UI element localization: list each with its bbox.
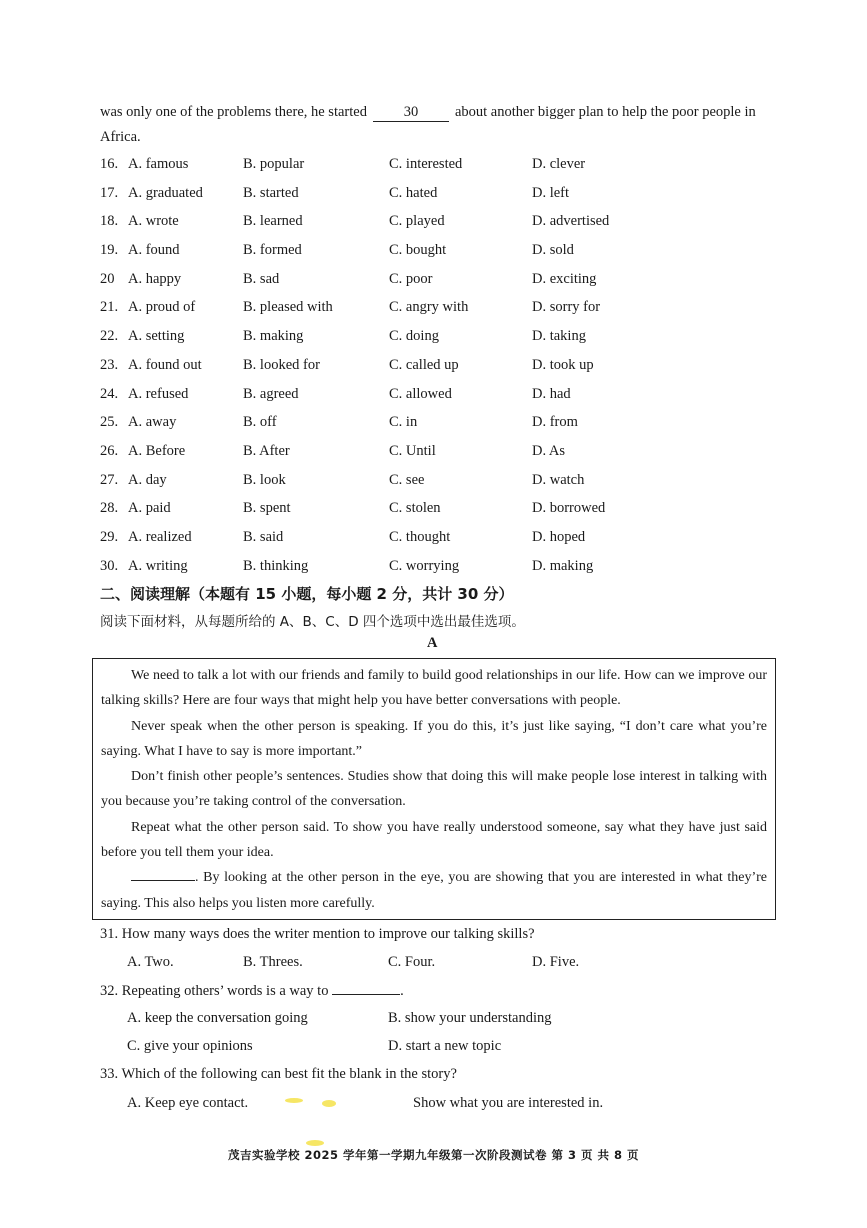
option-c: C. angry with — [389, 299, 469, 316]
option-c: C. in — [389, 414, 418, 431]
option-b: B. said — [243, 528, 284, 545]
question-33-stem: 33. Which of the following can best fit the blank in the story? — [100, 1066, 457, 1082]
option-c: C. hated — [389, 184, 438, 201]
question-row — [100, 494, 800, 523]
blank-30: 30 — [373, 104, 449, 122]
option-d: D. exciting — [532, 270, 597, 287]
option-b: B. pleased with — [243, 299, 333, 316]
question-number: 20 — [100, 270, 115, 287]
q33-option-a: A. Keep eye contact. — [127, 1095, 249, 1111]
option-b: B. learned — [243, 213, 303, 230]
question-number: 17. — [100, 184, 119, 201]
question-number: 30. — [100, 557, 119, 574]
yellow-smudge — [322, 1100, 336, 1107]
yellow-smudge — [306, 1140, 324, 1146]
passage-paragraph: We need to talk a lot with our friends and family to build good relationships in our life. How can we improve our talking skills? Here are four ways that might help you have better conversations with people. — [101, 668, 767, 709]
option-b: B. started — [243, 184, 299, 201]
option-a: A. Before — [128, 442, 186, 459]
option-c: C. stolen — [389, 500, 441, 517]
passage-letter: A — [427, 635, 438, 651]
question-row — [100, 236, 800, 265]
option-a: A. proud of — [128, 299, 196, 316]
option-b: B. look — [243, 471, 286, 488]
option-d: D. watch — [532, 471, 585, 488]
option-c: C. bought — [389, 242, 447, 259]
option-c: C. thought — [389, 528, 451, 545]
question-row — [100, 466, 800, 495]
option-d: D. sold — [532, 242, 574, 259]
q32-option-c: C. give your opinions — [127, 1038, 253, 1054]
passage-paragraph-text: . By looking at the other person in the eye, you are showing that you are interested in what they’re saying. This also helps you listen more carefully. — [101, 870, 767, 911]
q32-option-b: B. show your understanding — [388, 1010, 552, 1026]
option-a: A. realized — [128, 528, 192, 545]
option-b: B. popular — [243, 156, 305, 172]
option-c: C. interested — [389, 156, 463, 172]
question-number: 28. — [100, 500, 119, 517]
option-d: D. advertised — [532, 213, 610, 230]
q31-option-b: B. Threes. — [243, 954, 303, 970]
passage-intro — [100, 100, 780, 150]
question-number: 26. — [100, 442, 119, 459]
option-c: C. called up — [389, 356, 459, 373]
option-d: D. hoped — [532, 528, 586, 545]
option-a: A. graduated — [128, 184, 203, 201]
option-b: B. formed — [243, 242, 302, 259]
passage-blank — [131, 880, 195, 881]
intro-line1-before: was only one of the problems there, he started — [100, 104, 367, 120]
option-a: A. setting — [128, 328, 185, 345]
option-c: C. played — [389, 213, 445, 230]
question-row — [100, 150, 800, 179]
question-row — [100, 408, 800, 437]
option-b: B. agreed — [243, 385, 299, 402]
option-d: D. clever — [532, 156, 586, 172]
question-row — [100, 322, 800, 351]
page-footer: 茂吉实验学校 2025 学年第一学期九年级第一次阶段测试卷 第 3 页 共 8 页 — [227, 1148, 640, 1162]
q32-stem-end: . — [400, 983, 404, 999]
section-title: 二、阅读理解（本题有 15 小题，每小题 2 分，共计 30 分） — [100, 585, 514, 603]
question-row — [100, 523, 800, 552]
option-a: A. found — [128, 242, 180, 259]
cloze-options-table — [100, 150, 800, 580]
passage-paragraph — [101, 865, 767, 916]
question-row — [100, 179, 800, 208]
option-d: D. left — [532, 184, 570, 201]
q31-option-c: C. Four. — [388, 954, 436, 970]
question-number: 21. — [100, 299, 119, 316]
option-b: B. thinking — [243, 557, 309, 574]
option-a: A. away — [128, 414, 177, 431]
question-number: 25. — [100, 414, 119, 431]
q31-option-a: A. Two. — [127, 954, 174, 970]
intro-line2: Africa. — [100, 129, 141, 145]
question-row — [100, 293, 800, 322]
option-a: A. wrote — [128, 213, 179, 230]
yellow-smudge — [285, 1098, 303, 1103]
option-c: C. see — [389, 471, 425, 488]
option-a: A. famous — [128, 156, 189, 172]
option-a: A. refused — [128, 385, 189, 402]
question-number: 22. — [100, 328, 119, 345]
question-number: 29. — [100, 528, 119, 545]
q32-option-a: A. keep the conversation going — [127, 1010, 308, 1026]
option-d: D. had — [532, 385, 571, 402]
question-row — [100, 207, 800, 236]
option-c: C. allowed — [389, 385, 452, 402]
passage-box — [92, 658, 776, 920]
question-row — [100, 552, 800, 581]
q33-option-b-partial: Show what you are interested in. — [413, 1095, 604, 1111]
passage-paragraph: Repeat what the other person said. To show you have really understood someone, say what they have just said before you tell them your idea. — [101, 819, 767, 861]
passage-paragraph: Don’t finish other people’s sentences. Studies show that doing this will make people lose interest in talking with you because you’re taking control of the conversation. — [101, 769, 767, 810]
option-a: A. found out — [128, 356, 202, 373]
option-d: D. As — [532, 442, 566, 459]
option-c: C. Until — [389, 442, 436, 459]
option-c: C. worrying — [389, 557, 460, 574]
q32-stem-text: 32. Repeating others’ words is a way to — [100, 983, 329, 999]
option-c: C. poor — [389, 270, 433, 287]
question-number: 27. — [100, 471, 119, 488]
q31-option-d: D. Five. — [532, 954, 580, 970]
option-a: A. happy — [128, 270, 182, 287]
question-number: 18. — [100, 213, 119, 230]
option-d: D. taking — [532, 328, 586, 345]
question-number: 24. — [100, 385, 119, 402]
option-b: B. After — [243, 442, 290, 459]
option-c: C. doing — [389, 328, 439, 345]
section-instruction: 阅读下面材料，从每题所给的 A、B、C、D 四个选项中选出最佳选项。 — [100, 614, 525, 630]
question-row — [100, 351, 800, 380]
option-a: A. paid — [128, 500, 171, 517]
option-b: B. sad — [243, 270, 280, 287]
question-32-stem — [100, 983, 404, 1000]
option-d: D. making — [532, 557, 594, 574]
question-number: 23. — [100, 356, 119, 373]
option-d: D. sorry for — [532, 299, 601, 316]
option-d: D. borrowed — [532, 500, 606, 517]
question-row — [100, 380, 800, 409]
option-b: B. off — [243, 414, 277, 431]
question-31-stem: 31. How many ways does the writer mention to improve our talking skills? — [100, 926, 535, 942]
question-number: 19. — [100, 242, 119, 259]
option-a: A. writing — [128, 557, 188, 574]
passage-paragraph: Never speak when the other person is speaking. If you do this, it’s just like saying, “I don’t care what you’re saying. What I have to say is more important.” — [101, 718, 767, 759]
option-d: D. from — [532, 414, 578, 431]
q32-blank — [332, 994, 400, 995]
option-d: D. took up — [532, 356, 594, 373]
question-row — [100, 437, 800, 466]
q32-option-d: D. start a new topic — [388, 1038, 502, 1054]
question-number: 16. — [100, 156, 119, 172]
option-b: B. making — [243, 328, 304, 345]
option-b: B. spent — [243, 500, 291, 517]
option-b: B. looked for — [243, 356, 320, 373]
intro-line1-after: about another bigger plan to help the poor people in — [454, 104, 756, 120]
option-a: A. day — [128, 471, 167, 488]
question-row — [100, 265, 800, 294]
